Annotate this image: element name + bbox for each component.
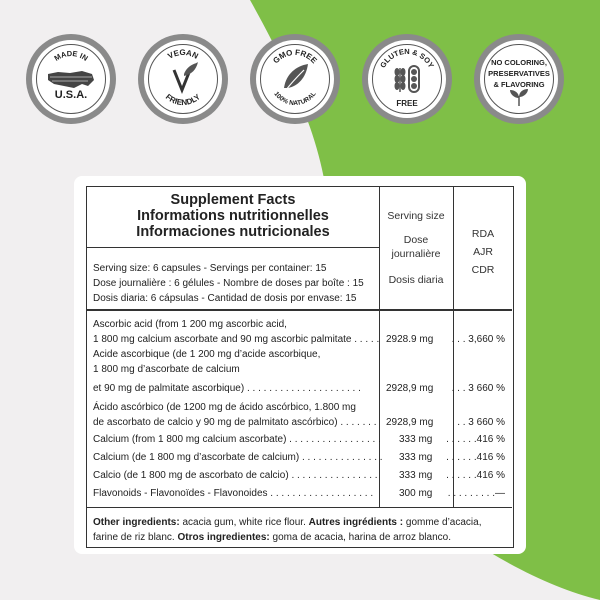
rda-cell: . . . . . .416 % xyxy=(446,434,505,445)
badge-line-3: & FLAVORING xyxy=(493,80,545,89)
badge-bottom-text: FRIENDLY xyxy=(163,92,203,108)
gmo-free-badge xyxy=(250,34,340,124)
nutrient-row: Calcium (from 1 800 mg calcium ascorbate) . . . . . . . . . . . . . . . . . xyxy=(93,434,381,445)
dosis-diaria-header: Dosis diaria xyxy=(388,274,444,286)
rda-cell: . . . . . .416 % xyxy=(446,470,505,481)
dose-header: Dose xyxy=(403,234,429,246)
ajr-header: AJR xyxy=(473,246,493,258)
nutrient-row: Calcio (de 1 800 mg de ascorbato de calcio) . . . . . . . . . . . . . . . . xyxy=(93,470,378,481)
rda-header: RDA xyxy=(471,228,495,240)
no-coloring-badge xyxy=(474,34,564,124)
made-in-usa-badge xyxy=(26,34,116,124)
svg-text:MADE IN xyxy=(53,49,90,63)
amount-cell: 333 mg xyxy=(399,470,433,481)
ingredients-label-en: Other ingredients: xyxy=(93,517,180,528)
badge-bottom-text: 100% NATURAL xyxy=(272,90,318,108)
leaf-curl-icon xyxy=(284,64,308,90)
serving-line-en: Serving size: 6 capsules - Servings per container: 15 xyxy=(93,263,327,274)
serving-line-es: Dosis diaria: 6 cápsulas - Cantidad de dosis por envase: 15 xyxy=(93,293,357,304)
amount-cell: 333 mg xyxy=(399,452,433,463)
nutrient-row: Ascorbic acid (from 1 200 mg ascorbic acid, xyxy=(93,319,287,330)
svg-text:GLUTEN & SOY xyxy=(378,47,436,69)
rda-cell: . . . . . .416 % xyxy=(446,452,505,463)
amount-cell: 2928,9 mg xyxy=(386,383,434,394)
title-es: Informaciones nutricionales xyxy=(136,224,330,240)
ingredients-label-es: Otros ingredientes: xyxy=(177,532,270,543)
usa-map-icon xyxy=(48,71,94,88)
gluten-soy-free-badge xyxy=(362,34,452,124)
title-en: Supplement Facts xyxy=(170,192,296,208)
badge-line-1: NO COLORING, xyxy=(491,58,547,67)
badge-bottom-text: U.S.A. xyxy=(54,89,88,101)
nutrient-row: 1 800 mg calcium ascorbate and 90 mg ascorbic palmitate . . . . . xyxy=(93,334,380,345)
wheat-soy-icon xyxy=(395,66,420,92)
nutrient-row: Ácido ascórbico (de 1200 mg de ácido ascórbico, 1.800 mg xyxy=(93,402,356,413)
ingredients-text xyxy=(93,515,507,545)
rda-cell: . . . 3 660 % xyxy=(451,383,505,394)
rda-cell: . . . . . . . . .— xyxy=(447,488,505,499)
badge-top-text: GLUTEN & SOY xyxy=(378,46,436,70)
amount-cell: 2928.9 mg xyxy=(386,334,434,345)
nutrient-row: Calcium (de 1 800 mg d’ascorbate de calcium) . . . . . . . . . . . . . . . xyxy=(93,452,383,463)
nutrient-row: et 90 mg de palmitate ascorbique) . . . . . . . . . . . . . . . . . . . . . xyxy=(93,383,361,394)
journaliere-header: journalière xyxy=(391,248,441,260)
header-divider xyxy=(87,309,512,311)
title-divider xyxy=(87,247,379,248)
badge-top-text: GMO FREE xyxy=(271,47,319,66)
serving-line-fr: Dose journalière : 6 gélules - Nombre de doses par boîte : 15 xyxy=(93,278,364,289)
nutrient-row: Acide ascorbique (de 1 200 mg d’acide ascorbique, xyxy=(93,349,321,360)
vegan-friendly-badge xyxy=(138,34,228,124)
cdr-header: CDR xyxy=(471,264,495,276)
badge-top-text: VEGAN xyxy=(166,47,200,61)
amount-cell: 300 mg xyxy=(399,488,433,499)
nutrient-row: Flavonoids - Flavonoïdes - Flavonoides . . . . . . . . . . . . . . . . . . . xyxy=(93,488,374,499)
nutrient-row: de ascorbato de calcio y 90 mg de palmitato ascórbico) . . . . . . . xyxy=(93,417,377,428)
ingredients-divider xyxy=(87,507,512,508)
ingredients-label-fr: Autres ingrédients : xyxy=(308,517,404,528)
badge-line-2: PRESERVATIVES xyxy=(488,69,550,78)
svg-text:100% NATURAL xyxy=(272,91,317,108)
nutrient-row: 1 800 mg d’ascorbate de calcium xyxy=(93,364,240,375)
rda-cell: . . 3 660 % xyxy=(457,417,505,428)
svg-text:FRIENDLY xyxy=(164,92,203,107)
svg-text:VEGAN xyxy=(166,48,200,61)
ingredients-en: acacia gum, white rice flour. xyxy=(179,517,309,528)
badge-bottom-text: FREE xyxy=(396,99,418,108)
serving-size-header: Serving size xyxy=(387,210,445,222)
amount-cell: 2928,9 mg xyxy=(386,417,434,428)
supplement-facts-panel xyxy=(86,186,514,548)
badge-top-text: MADE IN xyxy=(52,48,90,63)
rda-cell: . . . 3,660 % xyxy=(451,334,505,345)
sprout-icon xyxy=(474,34,564,124)
amount-cell: 333 mg xyxy=(399,434,433,445)
ingredients-fr: gomme d’acacia, farine de riz blanc. xyxy=(93,517,482,543)
leaf-icon xyxy=(174,62,198,90)
svg-text:GMO FREE xyxy=(271,48,319,66)
ingredients-es: goma de acacia, harina de arroz blanco. xyxy=(269,532,451,543)
title-fr: Informations nutritionnelles xyxy=(137,208,329,224)
